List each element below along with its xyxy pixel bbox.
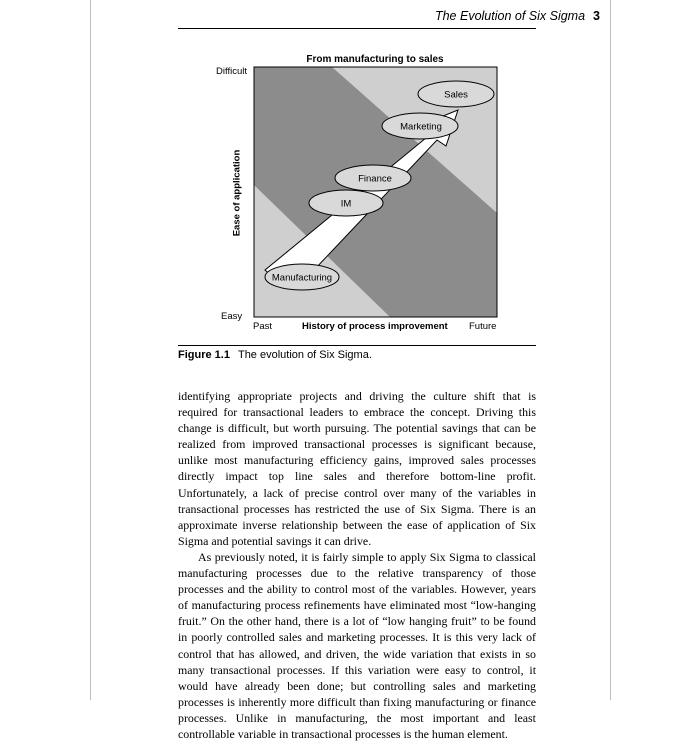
figure-number: Figure 1.1	[178, 349, 230, 361]
stage-im	[309, 190, 383, 216]
paragraph-1: identifying appropriate projects and driving the culture shift that is required for transactional leaders to embrace the concept. Driving this change is difficult, but worth pursuing. The potential savings that can be realized from improved transactional processes is significant because, unlike most manufacturing efficiency gains, improved sales processes directly impact top line sales and therefore bottom-line profit. Unfortunately, a lack of precise control over many of the variables in transactional processes has restricted the use of Six Sigma. There is an approximate inverse relationship between the ease of application of Six Sigma and potential savings it can drive.	[178, 389, 536, 548]
y-axis-bottom-label: Easy	[221, 311, 243, 322]
stage-label-marketing: Marketing	[400, 121, 442, 133]
y-axis-label: Ease of application	[231, 149, 243, 237]
running-head-title: The Evolution of Six Sigma	[434, 9, 586, 23]
x-axis-left-label: Past	[253, 321, 273, 332]
stage-marketing	[382, 113, 458, 139]
body-text	[178, 388, 536, 742]
stage-label-sales: Sales	[444, 89, 468, 101]
stage-finance	[335, 165, 411, 191]
paragraph-2: As previously noted, it is fairly simple to apply Six Sigma to classical manufacturing processes due to the relative transparency of those processes and the ability to control most of the variables. However, years of manufacturing process refinements have eliminated most “low-hanging fruit.” On the other hand, there is a lot of “low hanging fruit” to be found in poorly controlled sales and marketing processes. It is this very lack of control that has allowed, and driven, the wide variation that exists in so many transactional processes. If this variation were easy to control, it would have already been done; but controlling sales and marketing processes is inherently more difficult than fixing manufacturing or finance processes. Unlike in manufacturing, the most important and least controllable variable in transactional processes is the human element.	[178, 549, 536, 741]
x-axis-label: History of process improvement	[302, 321, 448, 332]
figure-title: From manufacturing to sales	[306, 54, 444, 65]
stage-label-im: IM	[340, 198, 352, 210]
stage-label-manufacturing: Manufacturing	[271, 272, 333, 284]
caption-text: The evolution of Six Sigma.	[237, 349, 372, 361]
y-axis-top-label: Difficult	[216, 66, 247, 77]
stage-sales	[418, 81, 494, 107]
stage-manufacturing	[265, 264, 339, 290]
x-axis-right-label: Future	[469, 321, 497, 332]
caption-rule	[178, 345, 536, 346]
page-number: 3	[593, 9, 600, 23]
figure-caption	[178, 349, 372, 361]
stage-label-finance: Finance	[358, 173, 392, 185]
